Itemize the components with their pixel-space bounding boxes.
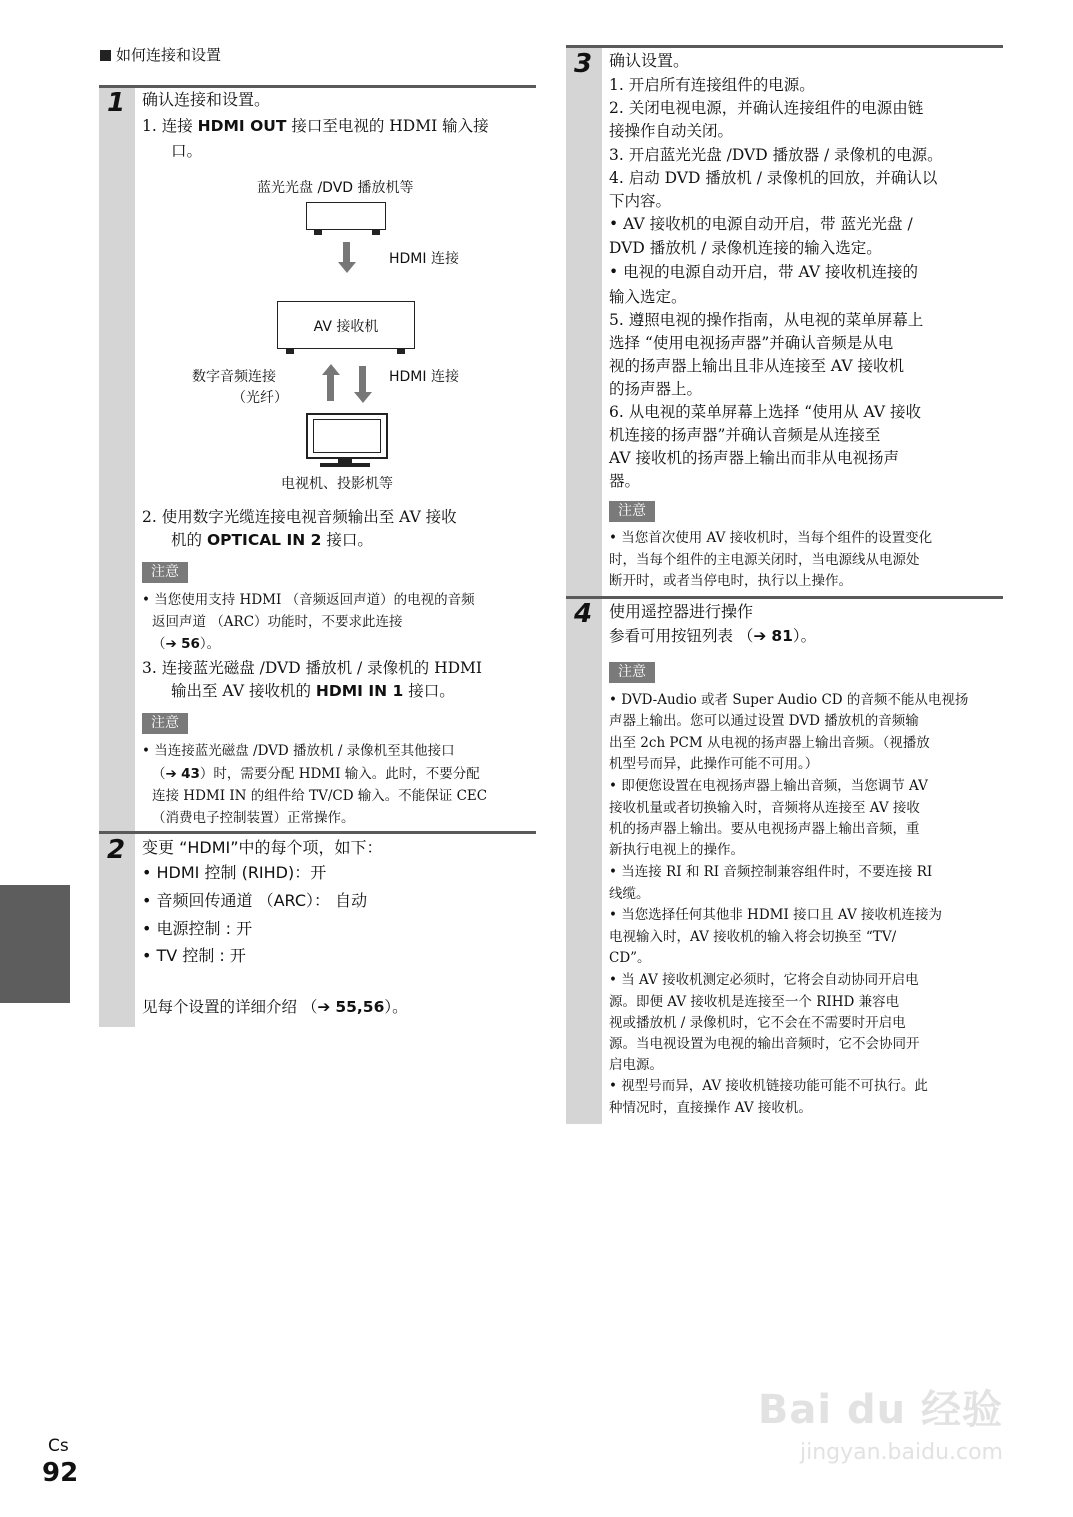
- tv-label: 电视机、投影机等: [281, 476, 393, 492]
- step1-item3-l2: 输出至 AV 接收机的 HDMI IN 1 接口。: [171, 682, 455, 700]
- player-label: 蓝光光盘 /DVD 播放机等: [257, 180, 414, 196]
- step4-note-line: 源。即便 AV 接收机是连接至一个 RIHD 兼容电: [609, 994, 900, 1010]
- step2-heading: 变更 “HDMI”中的每个项，如下：: [142, 838, 383, 857]
- note2-line4: （消费电子控制装置）正常操作。: [152, 810, 355, 826]
- step2-bullet: • 音频回传通道 （ARC）： 自动: [142, 891, 368, 910]
- step2-ref: 见每个设置的详细介绍 （➔ 55,56）。: [142, 998, 408, 1016]
- step3-line: 视的扬声器上输出且非从连接至 AV 接收机: [609, 357, 904, 375]
- tv-device-icon: [306, 413, 388, 459]
- arrow-down-shaft-2: [359, 366, 366, 392]
- step1-item2-l1: 2. 使用数字光缆连接电视音频输出至 AV 接收: [142, 508, 457, 526]
- optical-label: （光纤）: [232, 390, 288, 406]
- step4-note-line: • 当 AV 接收机测定必须时，它将会自动协同开启电: [609, 972, 919, 988]
- receiver-foot-right: [397, 349, 405, 354]
- step2-bullet: • HDMI 控制 (RIHD)：开: [142, 863, 327, 882]
- step3-rule: [566, 45, 1003, 48]
- hdmi-connect-label-2: HDMI 连接: [389, 369, 459, 385]
- step1-item1: 1. 连接 HDMI OUT 接口至电视的 HDMI 输入接: [142, 117, 489, 135]
- step1-item3-l1: 3. 连接蓝光磁盘 /DVD 播放机 / 录像机的 HDMI: [142, 659, 483, 677]
- square-bullet-icon: [100, 50, 111, 61]
- step2-number: 2: [107, 835, 126, 865]
- step4-note-line: 出至 2ch PCM 从电视的扬声器上输出音频。（视播放: [609, 735, 930, 751]
- step3-note-line: 时，当每个组件的主电源关闭时，当电源线从电源处: [609, 552, 920, 568]
- step3-note-line: 断开时，或者当停电时，执行以上操作。: [609, 573, 852, 589]
- arrow-down-shaft: [343, 242, 350, 262]
- side-tab: [0, 885, 70, 1003]
- step3-line: DVD 播放机 / 录像机连接的输入选定。: [609, 239, 882, 257]
- player-foot-left: [314, 230, 322, 235]
- step3-heading: 确认设置。: [609, 51, 690, 70]
- player-foot-right: [372, 230, 380, 235]
- step3-line: 2. 关闭电视电源，并确认连接组件的电源由链: [609, 99, 924, 117]
- baidu-watermark-url: jingyan.baidu.com: [799, 1440, 1003, 1465]
- step3-line: • 电视的电源自动开启，带 AV 接收机连接的: [609, 263, 919, 281]
- section-title: [100, 44, 221, 65]
- step4-heading: 使用遥控器进行操作: [609, 602, 754, 621]
- arrow-up-icon: [322, 364, 340, 375]
- arrow-down-icon-2: [354, 392, 372, 403]
- step4-note-line: 机型号而异，此操作可能不可用。）: [609, 756, 819, 772]
- step4-note-line: • 当您选择任何其他非 HDMI 接口且 AV 接收机连接为: [609, 907, 942, 923]
- step4-note-line: • 当连接 RI 和 RI 音频控制兼容组件时，不要连接 RI: [609, 864, 933, 880]
- step4-note-line: 线缆。: [609, 886, 650, 902]
- step1-item1-cont: 口。: [171, 142, 203, 160]
- note1-line3: （➔ 56）。: [152, 636, 221, 652]
- receiver-label: AV 接收机: [313, 319, 379, 335]
- step1-heading: 确认连接和设置。: [142, 90, 271, 109]
- step3-line: 机连接的扬声器”并确认音频是从连接至: [609, 426, 881, 444]
- step4-note-line: 启电源。: [609, 1057, 663, 1073]
- step3-line: 下内容。: [609, 192, 672, 210]
- step3-line: 6. 从电视的菜单屏幕上选择 “使用从 AV 接收: [609, 403, 922, 421]
- step4-ref: 参看可用按钮列表 （➔ 81）。: [609, 627, 817, 645]
- step4-note-line: • DVD-Audio 或者 Super Audio CD 的音频不能从电视扬: [609, 692, 969, 708]
- note-badge: 注意: [142, 562, 188, 583]
- step3-line: 4. 启动 DVD 播放机 / 录像机的回放，并确认以: [609, 169, 938, 187]
- digital-audio-label: 数字音频连接: [192, 369, 276, 385]
- step3-line: 3. 开启蓝光光盘 /DVD 播放器 / 录像机的电源。: [609, 146, 943, 164]
- section-title-text: 如何连接和设置: [116, 46, 222, 64]
- step-margin-bar: [99, 86, 135, 1027]
- step1-rule: [99, 85, 536, 88]
- step3-line: 接操作自动关闭。: [609, 122, 734, 140]
- note2-line1: • 当连接蓝光磁盘 /DVD 播放机 / 录像机至其他接口: [142, 743, 455, 759]
- note2-line3: 连接 HDMI IN 的组件给 TV/CD 输入。不能保证 CEC: [152, 788, 488, 804]
- note-badge: 注意: [609, 662, 655, 683]
- step3-line: 选择 “使用电视扬声器”并确认音频是从电: [609, 334, 894, 352]
- step3-note-line: • 当您首次使用 AV 接收机时，当每个组件的设置变化: [609, 530, 933, 546]
- baidu-watermark-logo: Bai du 经验: [757, 1387, 1003, 1433]
- step3-line: • AV 接收机的电源自动开启，带 蓝光光盘 /: [609, 215, 913, 233]
- step4-note-line: 视或播放机 / 录像机时，它不会在不需要时开启电: [609, 1015, 906, 1031]
- step4-note-line: • 视型号而异，AV 接收机链接功能可能不可执行。此: [609, 1078, 928, 1094]
- player-device-icon: [306, 202, 386, 230]
- hdmi-connect-label-1: HDMI 连接: [389, 251, 459, 267]
- tv-screen: [313, 419, 381, 453]
- step3-number: 3: [574, 49, 593, 79]
- step3-line: 5. 遵照电视的操作指南，从电视的菜单屏幕上: [609, 311, 924, 329]
- step2-bullet: • 电源控制 : 开: [142, 919, 253, 938]
- step4-note-line: 新执行电视上的操作。: [609, 842, 744, 858]
- step1-number: 1: [107, 88, 126, 118]
- page-number: 92: [42, 1458, 79, 1488]
- step4-number: 4: [574, 599, 593, 629]
- note1-line1: • 当您使用支持 HDMI （音频返回声道）的电视的音频: [142, 592, 475, 608]
- note2-line2: （➔ 43）时，需要分配 HDMI 输入。此时，不要分配: [152, 766, 480, 782]
- step3-line: 1. 开启所有连接组件的电源。: [609, 76, 815, 94]
- step4-note-line: 接收机量或者切换输入时，音频将从连接至 AV 接收: [609, 800, 920, 816]
- step4-note-line: • 即便您设置在电视扬声器上输出音频，当您调节 AV: [609, 778, 928, 794]
- step4-note-line: 机的扬声器上输出。要从电视扬声器上输出音频，重: [609, 821, 920, 837]
- step3-line: 输入选定。: [609, 288, 687, 306]
- arrow-down-icon: [338, 262, 356, 273]
- note-badge: 注意: [142, 713, 188, 734]
- step4-note-line: 声器上输出。您可以通过设置 DVD 播放机的音频输: [609, 713, 919, 729]
- step3-line: 的扬声器上。: [609, 380, 703, 398]
- note-badge: 注意: [609, 501, 655, 522]
- note1-line2: 返回声道 （ARC）功能时，不要求此连接: [152, 614, 403, 630]
- language-code: Cs: [48, 1436, 69, 1456]
- step4-note-line: 种情况时，直接操作 AV 接收机。: [609, 1100, 812, 1116]
- receiver-foot-left: [286, 349, 294, 354]
- step-margin-bar: [566, 47, 602, 1124]
- step4-note-line: 电视输入时，AV 接收机的输入将会切换至 “TV/: [609, 929, 897, 945]
- step2-bullet: • TV 控制 : 开: [142, 946, 246, 965]
- step1-item2-l2: 机的 OPTICAL IN 2 接口。: [171, 531, 373, 549]
- step3-line: AV 接收机的扬声器上输出而非从电视扬声: [609, 449, 900, 467]
- tv-stand: [320, 463, 370, 467]
- arrow-up-shaft: [327, 375, 334, 401]
- step2-rule: [99, 831, 536, 834]
- step4-note-line: 源。当电视设置为电视的输出音频时，它不会协同开: [609, 1036, 920, 1052]
- step3-line: 器。: [609, 472, 641, 490]
- step4-rule: [566, 596, 1003, 599]
- step4-note-line: CD”。: [609, 950, 651, 966]
